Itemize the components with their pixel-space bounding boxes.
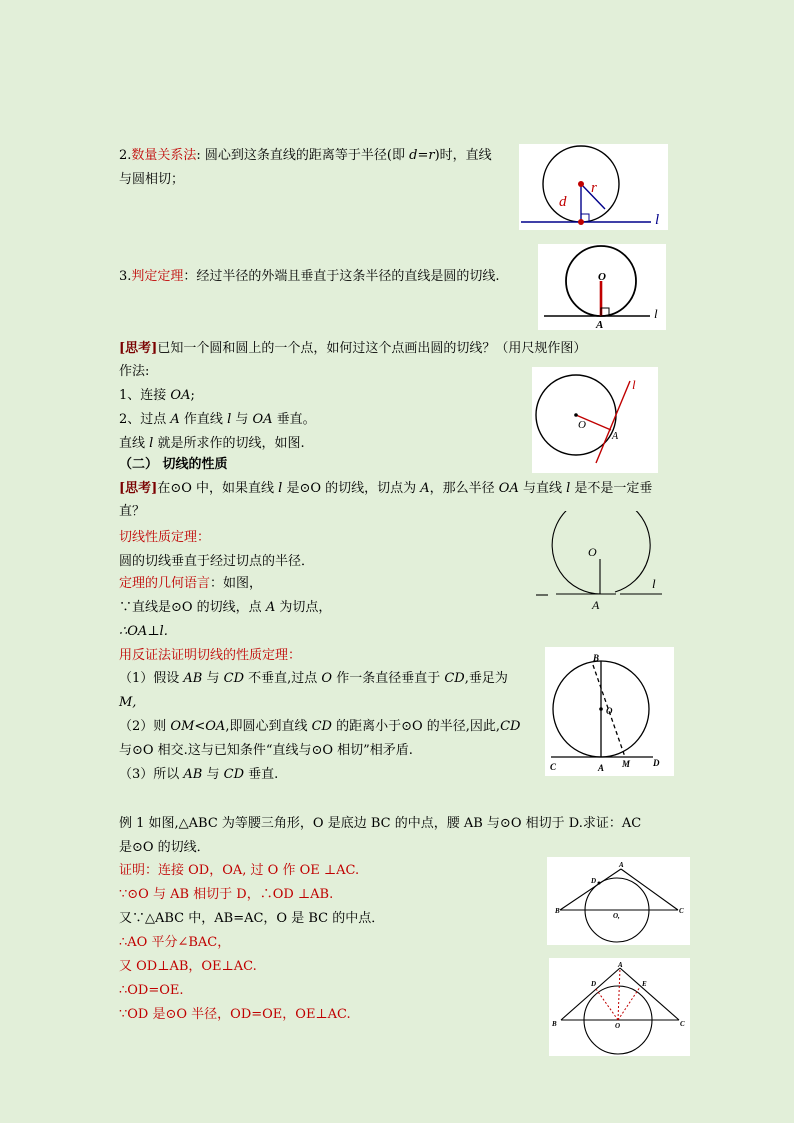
figure-tangent-property [534,511,664,616]
tangent-point [578,219,584,225]
section2-label: 数量关系法 [131,148,197,163]
label-a: A [612,431,619,442]
section3-number: 3. [119,269,132,284]
section3-line [119,268,500,286]
var: CD [223,671,244,686]
think1-method: 作法: [119,364,150,379]
label-o: O [598,271,606,283]
segment-oa [618,968,620,1020]
label-c: C [550,762,557,772]
proof-line5: 又 OD⊥AB，OE⊥AC. [119,959,257,974]
property-conclusion: ∴OA⊥l. [119,624,168,639]
side-ac [620,968,679,1020]
segment-od [596,989,618,1020]
property-geo-title: 定理的几何语言 [119,576,211,591]
text: 是⊙O 的切线，切点为 [282,481,421,496]
label-e: E [642,980,647,988]
label-r: r [591,180,597,196]
text: 垂直。 [272,412,316,427]
text: （3）所以 [119,767,184,782]
var: A [265,600,276,615]
section2-var: d=r [409,148,435,163]
think1-step2 [119,411,316,429]
side-ab [561,968,620,1020]
think1-tag: [思考] [119,341,158,356]
var: CD [311,719,332,734]
section2-text-b: )时，直线 [434,148,492,163]
label-o: O [578,419,586,431]
think1-text: 已知一个圆和圆上的一个点，如何过这个点画出圆的切线？（用尺规作图） [157,341,587,356]
proof-line2: ∵⊙O 与 AB 相切于 D，∴OD ⊥AB. [119,887,334,902]
section2-line1 [119,147,492,165]
property-text: 圆的切线垂直于经过切点的半径． [119,554,315,569]
text: 在⊙O 中，如果直线 [157,481,279,496]
text: 与直线 [518,481,567,496]
text: 为切点， [275,600,332,615]
proof-step2 [119,718,520,736]
text: 与 [231,412,253,427]
think1-question [119,340,586,358]
text: （1）假设 [119,671,184,686]
property-title: 切线性质定理： [119,530,211,545]
var: OA [498,481,519,496]
proof-line6: ∴OD=OE. [119,983,184,998]
label-a: A [619,861,624,869]
text: ，那么半径 [429,481,499,496]
text: 作一条直径垂直于 [332,671,445,686]
label-l: l [632,377,636,392]
label-o: O [615,1022,621,1030]
label-d: D [591,980,597,988]
center-point [599,707,603,711]
var: AB [183,671,203,686]
label-c: C [679,907,684,915]
text: ：如图， [210,576,263,591]
var: CD [444,671,465,686]
label-b: B [593,653,600,663]
circle-shape [552,511,650,594]
var: A [420,481,430,496]
label-d: D [653,758,660,768]
var: OA [170,388,191,403]
figure-tangent-distance [519,144,668,230]
label-a: A [596,319,604,330]
text: （2）则 [119,719,171,734]
example-line1: 例 1 如图,△ABC 为等腰三角形，O 是底边 BC 的中点，腰 AB 与⊙O 相切于 D.求证：AC [119,816,642,831]
center-point [578,181,584,187]
label-c: C [680,1020,685,1028]
text: 是不是一定垂 [570,481,653,496]
think2-tag: [思考] [119,481,158,496]
label-o: O [588,545,597,559]
text: ,垂足为 [464,671,508,686]
proof-line3: 又∵△ABC 中，AB=AC，O 是 BC 的中点． [119,911,385,926]
section2-text-a: : 圆心到这条直线的距离等于半径(即 [196,148,410,163]
text: 的距离小于⊙O 的半径,因此, [331,719,501,734]
text: 垂直. [244,767,279,782]
think1-step1 [119,387,195,405]
section3-text: ：经过半径的外端且垂直于这条半径的直线是圆的切线. [183,269,500,284]
proof-line4: ∴AO 平分∠BAC， [119,935,231,950]
text: 直线 [119,436,150,451]
figure-tangent-theorem [538,244,666,330]
label-l: l [654,306,658,321]
text: 就是所求作的切线，如图. [153,436,305,451]
proof-line1: 证明：连接 OD，OA, 过 O 作 OE ⊥AC. [119,863,360,878]
section-title: （二） 切线的性质 [119,457,228,472]
proof-step1-cont: M, [119,695,137,710]
text: 与 [202,767,224,782]
label-d: d [559,194,567,210]
label-o: O, [613,912,620,920]
var: O [321,671,333,686]
proof-step1 [119,670,508,688]
figure-example-triangle [547,857,690,945]
label-a: A [598,763,605,773]
text: 与 [202,671,224,686]
label-d: D [591,877,597,885]
label-o: O [606,706,613,716]
var: CD [223,767,244,782]
var: A [170,412,180,427]
proof-step2-cont: 与⊙O 相交.这与已知条件“直线与⊙O 相切”相矛盾. [119,743,413,758]
text: ∵直线是⊙O 的切线，点 [119,600,266,615]
proof-step3 [119,766,278,784]
point-d [598,882,601,885]
label-b: B [552,1020,557,1028]
figure-contradiction-proof [545,647,674,776]
label-a: A [618,961,623,969]
label-a: A [592,598,600,612]
label-l: l [652,576,656,591]
figure-example-proof [549,958,690,1056]
label-m: M [622,759,631,769]
segment-oe [618,987,640,1020]
proof-title: 用反证法证明切线的性质定理： [119,648,302,663]
var: OM<OA [170,719,226,734]
text: 1、连接 [119,388,171,403]
property-geo-line [119,575,262,593]
figure-construction [532,367,658,473]
var: CD [500,719,521,734]
center-point [574,413,578,417]
label-l: l [655,212,660,228]
section2-number: 2. [119,148,132,163]
label-b: B [555,907,560,915]
think1-result [119,435,305,453]
proof-line7: ∵OD 是⊙O 半径，OD=OE，OE⊥AC. [119,1007,351,1022]
think2-line1 [119,480,652,498]
var: l [566,481,571,496]
example-line2: 是⊙O 的切线． [119,840,210,855]
text: 2、过点 [119,412,171,427]
var: l [149,436,154,451]
property-given [119,599,331,617]
tangent-line [596,381,630,463]
side-ab [560,869,621,910]
section3-label: 判定定理 [131,269,184,284]
section2-line2: 与圆相切； [119,172,185,187]
think2-line2: 直？ [119,504,146,519]
var: OA [252,412,273,427]
text: 不垂直,过点 [244,671,322,686]
var: l [227,412,232,427]
text: ; [190,388,195,403]
var: AB [183,767,203,782]
text: 作直线 [179,412,228,427]
side-ac [621,869,678,910]
text: ,即圆心到直线 [225,719,312,734]
var: l [278,481,283,496]
